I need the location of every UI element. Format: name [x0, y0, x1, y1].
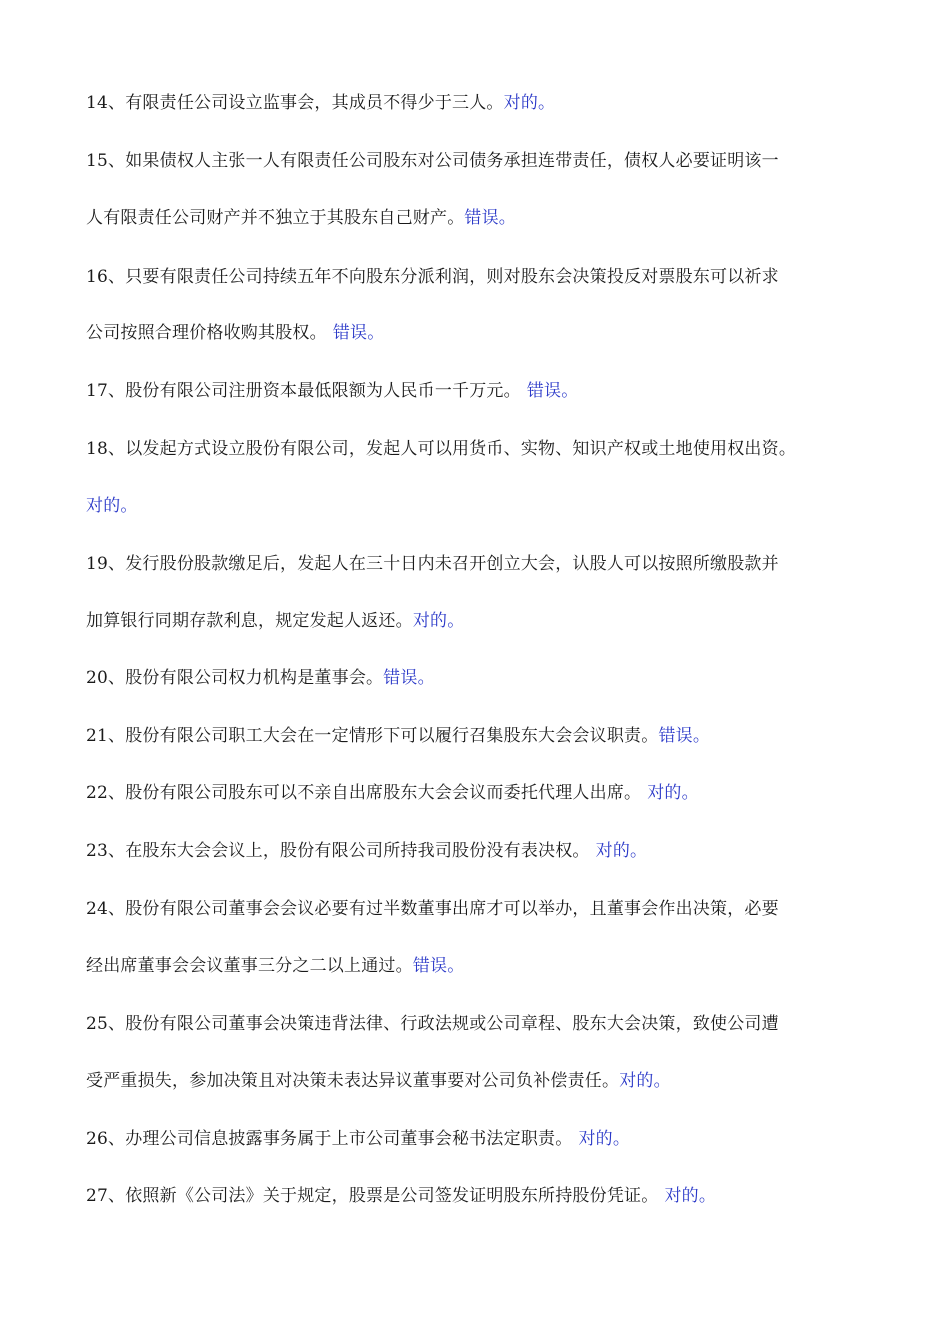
question-text: 18、以发起方式设立股份有限公司，发起人可以用货币、实物、知识产权或土地使用权出资。 [86, 439, 797, 459]
question-line-continued [86, 1070, 866, 1092]
question-text: 受严重损失，参加决策且对决策未表达异议董事要对公司负补偿责任。 [86, 1071, 620, 1091]
question-text: 公司按照合理价格收购其股权。 [86, 323, 327, 343]
question-line [86, 1013, 866, 1035]
question-line [86, 898, 866, 920]
question-text: 26、办理公司信息披露事务属于上市公司董事会秘书法定职责。 [86, 1129, 573, 1149]
question-line [86, 1185, 866, 1207]
question-line [86, 667, 866, 689]
answer-text: 对的。 [664, 1186, 717, 1206]
question-text: 21、股份有限公司职工大会在一定情形下可以履行召集股东大会会议职责。 [86, 726, 659, 746]
question-line-continued [86, 322, 866, 344]
question-line-continued [86, 610, 866, 632]
answer-text: 对的。 [647, 783, 699, 803]
question-line [86, 266, 866, 288]
question-line [86, 840, 866, 862]
question-text: 19、发行股份股款缴足后，发起人在三十日内未召开创立大会，认股人可以按照所缴股款并 [86, 554, 779, 574]
answer-text: 对的。 [578, 1129, 631, 1149]
question-text: 23、在股东大会会议上，股份有限公司所持我司股份没有表决权。 [86, 841, 590, 861]
answer-text: 对的。 [595, 841, 648, 861]
question-text: 24、股份有限公司董事会会议必要有过半数董事出席才可以举办，且董事会作出决策，必要 [86, 899, 779, 919]
question-line [86, 92, 866, 114]
answer-text: 错误。 [526, 381, 579, 401]
question-text: 20、股份有限公司权力机构是董事会。 [86, 668, 384, 688]
question-text: 16、只要有限责任公司持续五年不向股东分派利润，则对股东会决策投反对票股东可以祈求 [86, 267, 779, 287]
question-text: 经出席董事会会议董事三分之二以上通过。 [86, 956, 413, 976]
answer-text: 对的。 [412, 611, 465, 631]
question-text: 14、有限责任公司设立监事会，其成员不得少于三人。 [86, 93, 504, 113]
answer-text: 错误。 [383, 668, 435, 688]
question-text: 25、股份有限公司董事会决策违背法律、行政法规或公司章程、股东大会决策，致使公司遭 [86, 1014, 779, 1034]
question-line-continued [86, 955, 866, 977]
answer-text: 对的。 [86, 496, 138, 516]
question-line [86, 438, 866, 460]
answer-text: 错误。 [332, 323, 385, 343]
question-text: 15、如果债权人主张一人有限责任公司股东对公司债务承担连带责任，债权人必要证明该一 [86, 151, 779, 171]
question-line-continued [86, 495, 866, 517]
question-line-continued [86, 207, 866, 229]
answer-text: 对的。 [503, 93, 556, 113]
question-line [86, 380, 866, 402]
question-text: 加算银行同期存款利息，规定发起人返还。 [86, 611, 413, 631]
question-line [86, 725, 866, 747]
answer-text: 错误。 [412, 956, 465, 976]
question-line [86, 782, 866, 804]
question-line [86, 553, 866, 575]
question-text: 人有限责任公司财产并不独立于其股东自己财产。 [86, 208, 465, 228]
question-line [86, 1128, 866, 1150]
question-text: 17、股份有限公司注册资本最低限额为人民币一千万元。 [86, 381, 521, 401]
answer-text: 对的。 [619, 1071, 671, 1091]
question-line [86, 150, 866, 172]
question-text: 27、依照新《公司法》关于规定，股票是公司签发证明股东所持股份凭证。 [86, 1186, 659, 1206]
question-text: 22、股份有限公司股东可以不亲自出席股东大会会议而委托代理人出席。 [86, 783, 642, 803]
answer-text: 错误。 [658, 726, 711, 746]
answer-text: 错误。 [464, 208, 517, 228]
